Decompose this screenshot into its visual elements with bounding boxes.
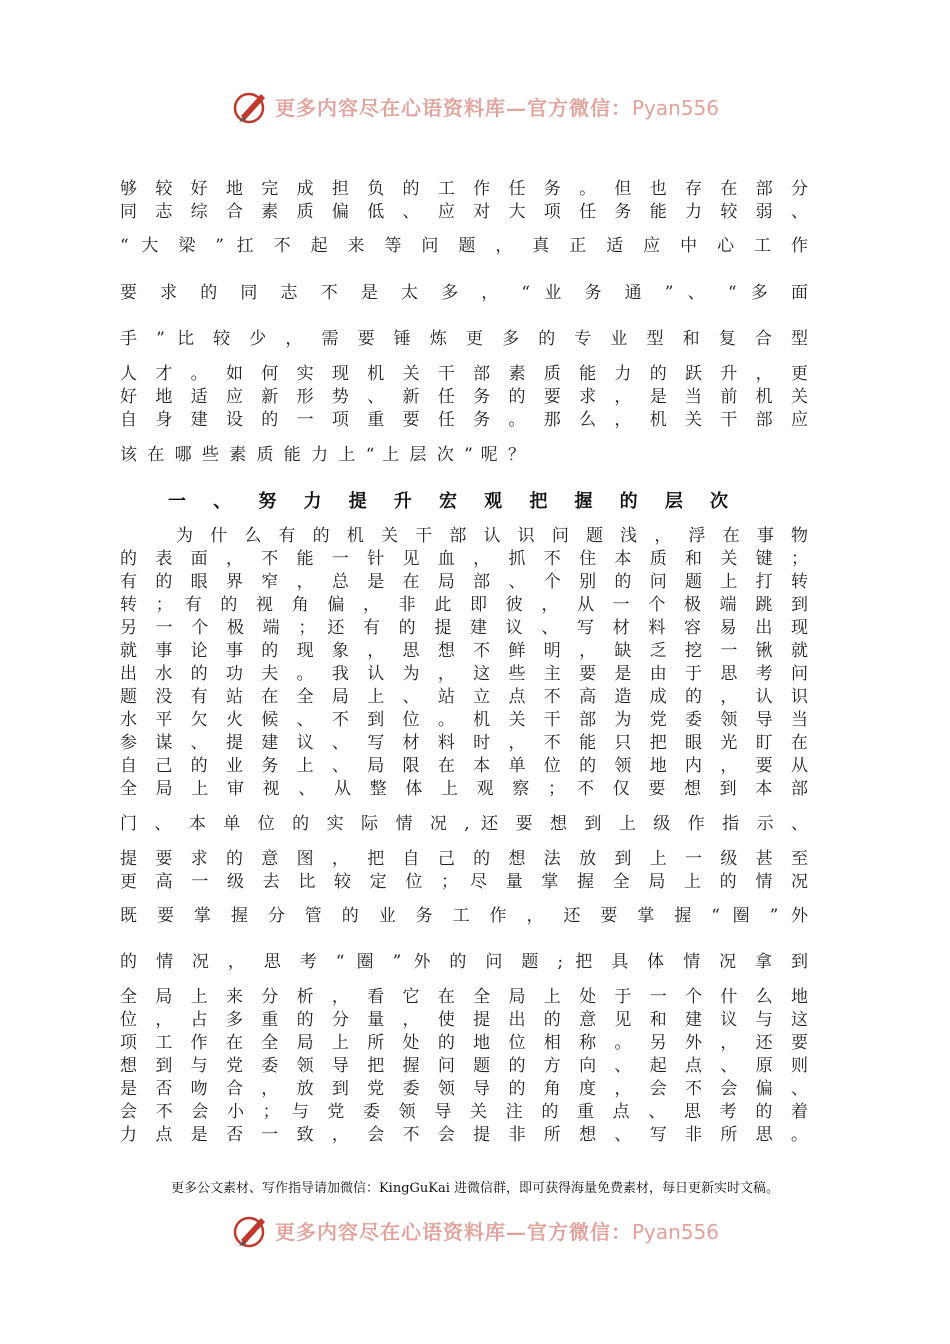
section-line: 既 要 掌 握 分 管 的 业 务 工 作 ， 还 要 掌 握 “ 圈 ” 外	[120, 906, 808, 926]
paragraph-line: 好 地 适 应 新 形 势 、 新 任 务 的 要 求 ， 是 当 前 机 关	[120, 387, 808, 407]
banner-text: 更多内容尽在心语资料库—官方微信：Pyan556	[274, 1219, 719, 1244]
paragraph-line: “ 大 梁 ” 扛 不 起 来 等 问 题 ， 真 正 适 应 中 心 工 作	[120, 236, 808, 256]
section-line: 位 ， 占 多 重 的 分 量 ， 使 提 出 的 意 见 和 建 议 与 这	[120, 1010, 808, 1030]
section-line: 会 不 会 小 ； 与 党 委 领 导 关 注 的 重 点 、 思 考 的 着	[120, 1102, 808, 1122]
section-line: 更 高 一 级 去 比 较 定 位 ； 尽 量 掌 握 全 局 上 的 情 况	[120, 872, 808, 892]
paragraph-line: 够 较 好 地 完 成 担 负 的 工 作 任 务 。 但 也 存 在 部 分	[120, 179, 808, 199]
section-line: 全 局 上 来 分 析 ， 看 它 在 全 局 上 处 于 一 个 什 么 地	[120, 987, 808, 1007]
document-body	[120, 0, 808, 1344]
paragraph-line: 要 求 的 同 志 不 是 太 多 ， “ 业 务 通 ” 、 “ 多 面	[120, 283, 808, 303]
section-line: 全 局 上 审 视 、 从 整 体 上 观 察 ； 不 仅 要 想 到 本 部	[120, 779, 808, 799]
watermark-banner-bottom	[0, 1208, 950, 1252]
section-line: 是 否 吻 合 ， 放 到 党 委 领 导 的 角 度 ， 会 不 会 偏 、	[120, 1079, 808, 1099]
section-line: 出 水 的 功 夫 。 我 认 为 ， 这 些 主 要 是 由 于 思 考 问	[120, 664, 808, 684]
banner-text: 更多内容尽在心语资料库—官方微信：Pyan556	[274, 95, 719, 120]
pen-seal-logo-icon	[231, 1210, 271, 1250]
section-line: 有 的 眼 界 窄 ， 总 是 在 局 部 、 个 别 的 问 题 上 打 转	[120, 572, 808, 592]
section-line: 的 情 况 ， 思 考 “ 圈 ” 外 的 问 题 ; 把 具 体 情 况 拿 到	[120, 952, 808, 972]
section-line: 水 平 欠 火 候 、 不 到 位 。 机 关 干 部 为 党 委 领 导 当	[120, 710, 808, 730]
section-heading: 一 、 努 力 提 升 宏 观 把 握 的 层 次	[168, 491, 728, 512]
paragraph-line: 同 志 综 合 素 质 偏 低 、 应 对 大 项 任 务 能 力 较 弱 、	[120, 202, 808, 222]
paragraph-line: 人 才 。 如 何 实 现 机 关 干 部 素 质 能 力 的 跃 升 ， 更	[120, 364, 808, 384]
section-line: 自 己 的 业 务 上 、 局 限 在 本 单 位 的 领 地 内 ， 要 从	[120, 756, 808, 776]
paragraph-line: 手 ” 比 较 少 ， 需 要 锤 炼 更 多 的 专 业 型 和 复 合 型	[120, 329, 808, 349]
section-line: 想 到 与 党 委 领 导 把 握 问 题 的 方 向 、 起 点 、 原 则	[120, 1056, 808, 1076]
footer-note: 更多公文素材、写作指导请加微信：KingGuKai 进微信群，即可获得海量免费素材，每日更新实时文稿。	[170, 1181, 780, 1196]
section-line: 转 ； 有 的 视 角 偏 ， 非 此 即 彼 ， 从 一 个 极 端 跳 到	[120, 595, 808, 615]
section-line: 力 点 是 否 一 致 ， 会 不 会 提 非 所 想 、 写 非 所 思 。	[120, 1125, 808, 1145]
section-line: 题 没 有 站 在 全 局 上 、 站 立 点 不 高 造 成 的 ， 认 识	[120, 687, 808, 707]
paragraph-line: 该 在 哪 些 素 质 能 力 上 “ 上 层 次 ” 呢 ？	[120, 445, 525, 465]
section-line: 提 要 求 的 意 图 ， 把 自 己 的 想 法 放 到 上 一 级 甚 至	[120, 849, 808, 869]
section-line: 就 事 论 事 的 现 象 ， 思 想 不 鲜 明 ， 缺 乏 挖 一 锹 就	[120, 641, 808, 661]
section-line: 另 一 个 极 端 ； 还 有 的 提 建 议 、 写 材 料 容 易 出 现	[120, 618, 808, 638]
section-line: 门 、 本 单 位 的 实 际 情 况 , 还 要 想 到 上 级 作 指 示 、	[120, 814, 808, 834]
section-line: 项 工 作 在 全 局 上 所 处 的 地 位 相 称 。 另 外 ， 还 要	[120, 1033, 808, 1053]
section-line: 参 谋 、 提 建 议 、 写 材 料 时 ， 不 能 只 把 眼 光 盯 在	[120, 733, 808, 753]
section-line: 的 表 面 ， 不 能 一 针 见 血 ， 抓 不 住 本 质 和 关 键 ；	[120, 549, 808, 569]
paragraph-line: 自 身 建 设 的 一 项 重 要 任 务 。 那 么 ， 机 关 干 部 应	[120, 410, 808, 430]
section-line: 为 什 么 有 的 机 关 干 部 认 识 问 题 浅 ， 浮 在 事 物	[176, 526, 808, 546]
